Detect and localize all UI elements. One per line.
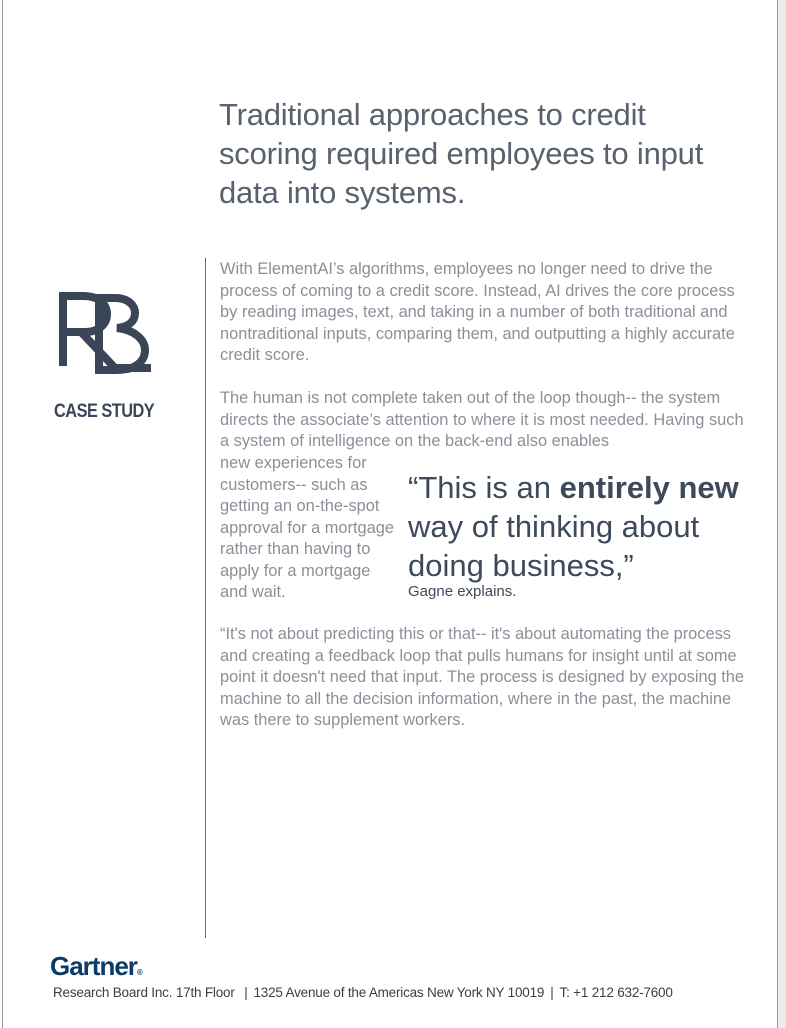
footer-phone: T: +1 212 632-7600 <box>559 985 673 1000</box>
page-edge-left <box>2 0 3 1028</box>
paragraph-quote-continued: “It's not about predicting this or that-- it's about automating the process and creating a feedback loop that pulls humans for insight until at some point it doesn't need that input. The process is designed by exposing the machine to all the decision information, where in the past, the machine was there to supplement workers. <box>220 625 745 729</box>
footer-floor: 17th Floor <box>175 985 235 1000</box>
footer-separator: | <box>244 985 248 1000</box>
footer-address <box>53 985 673 1000</box>
quote-attribution: Gagne explains. <box>408 583 517 600</box>
gartner-logo <box>50 951 143 982</box>
pull-quote-emphasis: entirely new <box>559 470 739 505</box>
pull-quote-end: way of thinking about doing business,” <box>408 509 700 583</box>
case-study-label: CASE STUDY <box>54 401 155 422</box>
paragraph-intro: With ElementAI’s algorithms, employees no longer need to drive the process of coming to a credit score. Instead, AI drives the core process by reading images, text, and taking in a number of both traditional and nontraditional inputs, comparing them, and outputting a highly accurate credit score. <box>220 260 735 364</box>
pull-quote <box>408 468 753 585</box>
gartner-wordmark: Gartner <box>50 951 137 981</box>
pull-quote-start: “This is an <box>408 470 560 505</box>
paragraph-human-loop-continued: new experiences for customers-- such as getting an on-the-spot approval for a mortgage rather than having to apply for a mortgage and wait. <box>220 454 395 601</box>
headline: Traditional approaches to credit scoring required employees to input data into systems. <box>219 97 704 210</box>
rb-logo <box>55 292 155 376</box>
registered-mark: ® <box>136 968 143 977</box>
column-divider <box>205 258 206 938</box>
paragraph-human-loop: The human is not complete taken out of the loop though-- the system directs the associate’s attention to where it is most needed. Having such a system of intelligence on the back-end also enables <box>220 389 744 450</box>
footer-separator: | <box>550 985 554 1000</box>
footer-company: Research Board Inc. <box>53 985 173 1000</box>
footer-street: 1325 Avenue of the Americas New York NY 10019 <box>253 985 545 1000</box>
viewer-margin <box>778 0 786 1028</box>
